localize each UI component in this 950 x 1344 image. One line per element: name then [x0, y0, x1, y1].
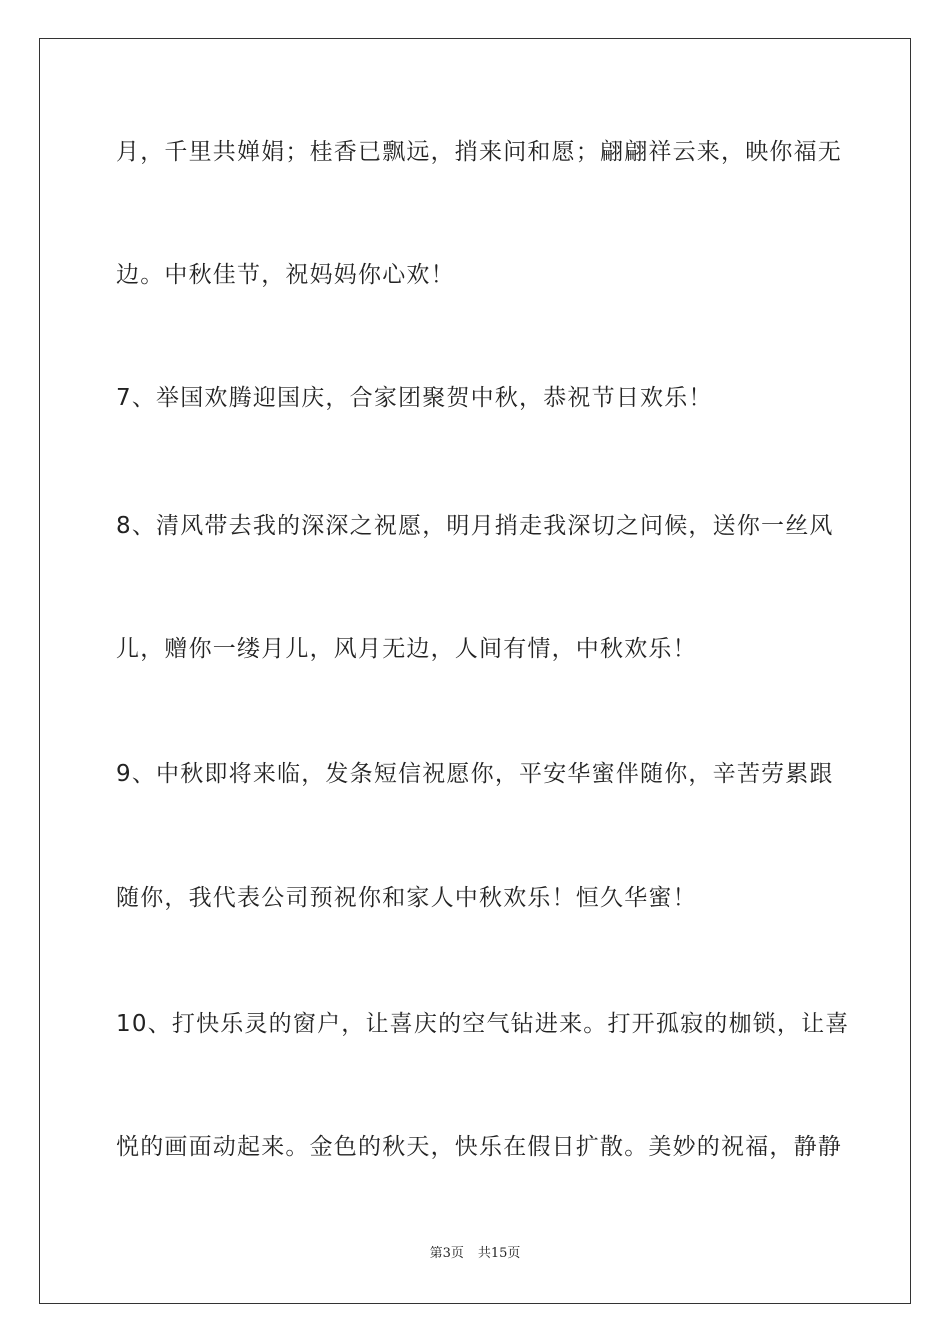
- page-footer: [0, 1245, 950, 1263]
- page-border: [39, 38, 911, 1304]
- text-line: 边。中秋佳节，祝妈妈你心欢！: [116, 262, 455, 288]
- page-total: 共15页: [477, 1246, 521, 1261]
- text-line: 随你，我代表公司预祝你和家人中秋欢乐！恒久华蜜！: [116, 885, 697, 911]
- text-line: 月，千里共婵娟；桂香已飘远，捎来问和愿；翩翩祥云来，映你福无: [116, 139, 842, 165]
- text-line: 10、打快乐灵的窗户，让喜庆的空气钻进来。打开孤寂的枷锁，让喜: [116, 1011, 850, 1037]
- text-line: 儿，赠你一缕月儿，风月无边，人间有情，中秋欢乐！: [116, 636, 697, 662]
- text-line: 7、举国欢腾迎国庆，合家团聚贺中秋，恭祝节日欢乐！: [116, 385, 713, 411]
- text-line: 8、清风带去我的深深之祝愿，明月捎走我深切之问候，送你一丝风: [116, 513, 834, 539]
- text-line: 悦的画面动起来。金色的秋天，快乐在假日扩散。美妙的祝福，静静: [116, 1134, 842, 1160]
- text-line: 9、中秋即将来临，发条短信祝愿你，平安华蜜伴随你，辛苦劳累跟: [116, 761, 834, 787]
- page-number: 第3页: [429, 1246, 464, 1261]
